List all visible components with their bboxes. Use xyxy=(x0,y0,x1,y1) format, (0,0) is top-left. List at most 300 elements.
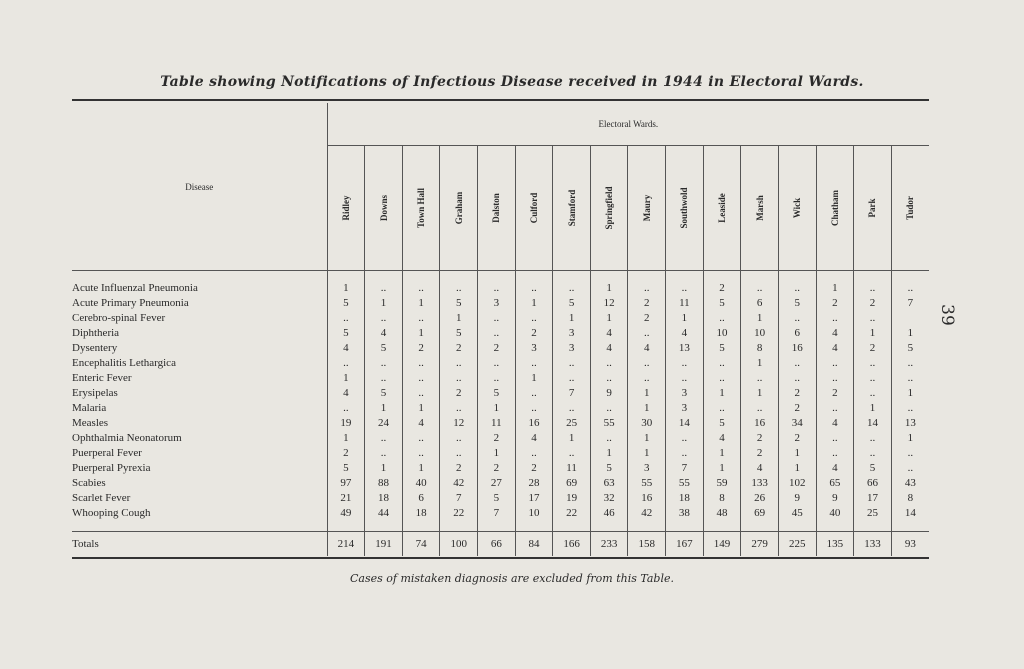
table-cell: 1 xyxy=(628,386,666,401)
table-cell: 1 xyxy=(891,386,929,401)
table-cell: .. xyxy=(891,461,929,476)
table-cell: 6 xyxy=(741,296,779,311)
table-cell: .. xyxy=(515,386,553,401)
table-cell: 1 xyxy=(741,386,779,401)
table-cell: .. xyxy=(703,371,741,386)
table-cell: .. xyxy=(816,311,854,326)
table-cell: .. xyxy=(854,446,892,461)
table-cell: 19 xyxy=(327,416,365,431)
ward-header xyxy=(402,146,440,271)
table-row xyxy=(72,491,929,506)
ward-label: Tudor xyxy=(905,196,916,220)
table-cell: 2 xyxy=(440,386,478,401)
table-cell: 3 xyxy=(666,386,704,401)
table-cell: 22 xyxy=(553,506,591,521)
table-cell: 38 xyxy=(666,506,704,521)
table-cell: 5 xyxy=(553,296,591,311)
table-cell: 45 xyxy=(778,506,816,521)
total-cell: 279 xyxy=(741,532,779,557)
table-cell: .. xyxy=(402,281,440,296)
table-cell: 65 xyxy=(816,476,854,491)
table-cell: 2 xyxy=(628,311,666,326)
table-cell: 13 xyxy=(891,416,929,431)
table-cell: 21 xyxy=(327,491,365,506)
table-cell: .. xyxy=(365,371,403,386)
table-cell: 4 xyxy=(590,326,628,341)
table-cell: .. xyxy=(778,356,816,371)
table-cell: 1 xyxy=(590,311,628,326)
table-cell: .. xyxy=(590,431,628,446)
total-cell: 135 xyxy=(816,532,854,557)
table-cell: 17 xyxy=(515,491,553,506)
disease-name: Cerebro-spinal Fever xyxy=(72,312,166,324)
table-cell: .. xyxy=(478,356,516,371)
table-cell: 1 xyxy=(402,296,440,311)
table-cell: 1 xyxy=(628,446,666,461)
table-cell: 14 xyxy=(854,416,892,431)
table-cell: 18 xyxy=(666,491,704,506)
table-cell: 1 xyxy=(478,446,516,461)
table-cell: 6 xyxy=(402,491,440,506)
table-cell: 1 xyxy=(553,311,591,326)
table-cell: 2 xyxy=(854,296,892,311)
table-cell: .. xyxy=(741,371,779,386)
table-cell: 5 xyxy=(365,341,403,356)
totals-row xyxy=(72,532,929,557)
table-cell: .. xyxy=(891,281,929,296)
table-cell: .. xyxy=(402,431,440,446)
disease-name: Puerperal Fever xyxy=(72,447,142,459)
ward-header xyxy=(440,146,478,271)
table-cell: 1 xyxy=(854,401,892,416)
total-cell: 167 xyxy=(666,532,704,557)
disease-name: Dysentery xyxy=(72,342,118,354)
table-cell: 16 xyxy=(741,416,779,431)
disease-name: Whooping Cough xyxy=(72,507,151,519)
table-cell: .. xyxy=(666,281,704,296)
table-cell: 4 xyxy=(816,461,854,476)
table-cell: .. xyxy=(402,356,440,371)
table-cell: 88 xyxy=(365,476,403,491)
table-cell: 2 xyxy=(816,386,854,401)
table-cell: 8 xyxy=(891,491,929,506)
table-cell: 1 xyxy=(778,461,816,476)
disease-name: Ophthalmia Neonatorum xyxy=(72,432,182,444)
table-cell xyxy=(891,311,929,326)
table-cell: .. xyxy=(402,311,440,326)
ward-label: Park xyxy=(867,198,878,218)
table-cell: 34 xyxy=(778,416,816,431)
table-cell: 10 xyxy=(515,506,553,521)
table-row xyxy=(72,311,929,326)
table-cell: .. xyxy=(854,311,892,326)
table-row xyxy=(72,281,929,296)
table-cell: .. xyxy=(854,386,892,401)
table-cell: 1 xyxy=(365,461,403,476)
table-cell: 5 xyxy=(327,461,365,476)
table-cell: 10 xyxy=(703,326,741,341)
ward-label: Graham xyxy=(453,191,464,225)
table-cell: 97 xyxy=(327,476,365,491)
table-cell: 2 xyxy=(854,341,892,356)
top-rule xyxy=(72,99,929,101)
table-cell: .. xyxy=(666,371,704,386)
ward-label: Maury xyxy=(641,194,652,222)
table-cell: 8 xyxy=(741,341,779,356)
table-cell: .. xyxy=(515,311,553,326)
table-cell: 27 xyxy=(478,476,516,491)
table-cell: 1 xyxy=(478,401,516,416)
table-cell: 5 xyxy=(891,341,929,356)
table-cell: .. xyxy=(440,446,478,461)
table-cell: 5 xyxy=(703,296,741,311)
ward-header xyxy=(478,146,516,271)
table-cell: 1 xyxy=(515,371,553,386)
table-cell: .. xyxy=(478,326,516,341)
table-cell: 9 xyxy=(778,491,816,506)
table-cell: 7 xyxy=(478,506,516,521)
table-cell: 1 xyxy=(515,296,553,311)
table-cell: 63 xyxy=(590,476,628,491)
table-cell: .. xyxy=(515,446,553,461)
table-cell: 46 xyxy=(590,506,628,521)
table-cell: .. xyxy=(778,281,816,296)
table-cell: 2 xyxy=(816,296,854,311)
table-cell: 1 xyxy=(741,311,779,326)
table-cell: .. xyxy=(515,356,553,371)
table-cell: 1 xyxy=(402,401,440,416)
table-row xyxy=(72,386,929,401)
table-cell: .. xyxy=(553,401,591,416)
bottom-rule xyxy=(72,557,929,559)
table-cell: 5 xyxy=(440,326,478,341)
table-cell: 1 xyxy=(778,446,816,461)
table-cell: .. xyxy=(854,281,892,296)
table-cell: 22 xyxy=(440,506,478,521)
table-title: Table showing Notifications of Infectious Disease received in 1944 in Electoral Wards. xyxy=(160,74,864,90)
table-cell: 5 xyxy=(327,296,365,311)
table-cell: .. xyxy=(365,446,403,461)
table-cell: 1 xyxy=(440,311,478,326)
ward-header xyxy=(703,146,741,271)
ward-header xyxy=(778,146,816,271)
ward-label: Dalston xyxy=(491,193,502,223)
table-cell: .. xyxy=(628,326,666,341)
ward-header xyxy=(327,146,365,271)
ward-header xyxy=(515,146,553,271)
table-cell: .. xyxy=(327,401,365,416)
table-cell: 1 xyxy=(741,356,779,371)
table-cell: .. xyxy=(741,401,779,416)
table-cell: 2 xyxy=(741,446,779,461)
ward-header xyxy=(741,146,779,271)
table-cell: 2 xyxy=(703,281,741,296)
table-cell: 32 xyxy=(590,491,628,506)
ward-label: Town Hall xyxy=(416,188,427,228)
disease-column-header: Disease xyxy=(72,103,327,271)
ward-label: Marsh xyxy=(754,195,765,221)
disease-name: Scabies xyxy=(72,477,106,489)
ward-label: Southwold xyxy=(679,187,690,229)
table-row xyxy=(72,416,929,431)
table-cell: 1 xyxy=(590,281,628,296)
table-cell: 4 xyxy=(327,341,365,356)
table-cell: .. xyxy=(515,401,553,416)
table-cell: 1 xyxy=(666,311,704,326)
table-cell: 2 xyxy=(478,431,516,446)
table-cell: .. xyxy=(402,386,440,401)
table-cell: .. xyxy=(440,356,478,371)
table-cell: 17 xyxy=(854,491,892,506)
ward-header xyxy=(628,146,666,271)
table-cell: .. xyxy=(515,281,553,296)
table-cell: 4 xyxy=(703,431,741,446)
table-cell: 16 xyxy=(778,341,816,356)
table-cell: 59 xyxy=(703,476,741,491)
table-cell: 2 xyxy=(778,401,816,416)
total-cell: 149 xyxy=(703,532,741,557)
table-cell: 1 xyxy=(628,431,666,446)
table-cell: 4 xyxy=(741,461,779,476)
table-cell: .. xyxy=(365,281,403,296)
table-cell: 1 xyxy=(628,401,666,416)
electoral-wards-header: Electoral Wards. xyxy=(327,103,929,146)
disease-name: Enteric Fever xyxy=(72,372,132,384)
table-cell: 4 xyxy=(816,341,854,356)
disease-name: Acute Influenzal Pneumonia xyxy=(72,282,198,294)
table-cell: 2 xyxy=(327,446,365,461)
table-cell: 30 xyxy=(628,416,666,431)
table-cell: .. xyxy=(891,371,929,386)
ward-label: Culford xyxy=(528,192,539,224)
table-cell: 14 xyxy=(666,416,704,431)
table-cell: .. xyxy=(365,356,403,371)
table-cell: 55 xyxy=(628,476,666,491)
table-cell: 133 xyxy=(741,476,779,491)
total-cell: 166 xyxy=(553,532,591,557)
table-cell: .. xyxy=(402,446,440,461)
disease-name: Acute Primary Pneumonia xyxy=(72,297,189,309)
ward-label: Downs xyxy=(378,194,389,222)
table-cell: .. xyxy=(402,371,440,386)
table-cell: .. xyxy=(478,311,516,326)
table-cell: 55 xyxy=(590,416,628,431)
table-cell: 16 xyxy=(515,416,553,431)
total-cell: 100 xyxy=(440,532,478,557)
ward-label: Stamford xyxy=(566,189,577,227)
table-cell: 8 xyxy=(703,491,741,506)
table-cell: 5 xyxy=(327,326,365,341)
table-cell: 2 xyxy=(515,461,553,476)
table-cell: 102 xyxy=(778,476,816,491)
table-cell: .. xyxy=(440,401,478,416)
table-row xyxy=(72,296,929,311)
table-cell: .. xyxy=(703,356,741,371)
table-cell: 44 xyxy=(365,506,403,521)
table-cell: .. xyxy=(891,356,929,371)
table-cell: .. xyxy=(741,281,779,296)
table-cell: .. xyxy=(553,356,591,371)
table-cell: 1 xyxy=(703,386,741,401)
ward-header xyxy=(816,146,854,271)
table-cell: 9 xyxy=(590,386,628,401)
table-row xyxy=(72,401,929,416)
total-cell: 93 xyxy=(891,532,929,557)
table-cell: 18 xyxy=(365,491,403,506)
table-cell: .. xyxy=(553,371,591,386)
total-cell: 233 xyxy=(590,532,628,557)
disease-name: Measles xyxy=(72,417,109,429)
table-cell: 1 xyxy=(365,401,403,416)
ward-label: Chatham xyxy=(829,189,840,227)
disease-name: Erysipelas xyxy=(72,387,118,399)
total-cell: 74 xyxy=(402,532,440,557)
table-cell: .. xyxy=(478,281,516,296)
table-cell: 2 xyxy=(440,461,478,476)
table-cell: .. xyxy=(628,356,666,371)
table-cell: .. xyxy=(553,281,591,296)
disease-name: Encephalitis Lethargica xyxy=(72,357,176,369)
table-cell: 2 xyxy=(478,341,516,356)
table-cell: .. xyxy=(854,431,892,446)
table-cell: 1 xyxy=(402,461,440,476)
table-cell: 3 xyxy=(628,461,666,476)
table-cell: 1 xyxy=(891,431,929,446)
table-row xyxy=(72,341,929,356)
table-cell: 69 xyxy=(553,476,591,491)
table-cell: .. xyxy=(666,446,704,461)
table-cell: .. xyxy=(854,356,892,371)
table-cell: 1 xyxy=(703,446,741,461)
table-cell: .. xyxy=(816,431,854,446)
table-cell: .. xyxy=(327,356,365,371)
table-cell: 12 xyxy=(440,416,478,431)
table-cell: .. xyxy=(703,401,741,416)
table-cell: .. xyxy=(440,431,478,446)
table-row xyxy=(72,356,929,371)
table-cell: .. xyxy=(666,356,704,371)
page-number: 39 xyxy=(936,304,957,326)
table-cell: 7 xyxy=(440,491,478,506)
table-cell: 1 xyxy=(590,446,628,461)
table-cell: .. xyxy=(816,401,854,416)
table-cell: 5 xyxy=(703,416,741,431)
total-cell: 84 xyxy=(515,532,553,557)
table-cell: 25 xyxy=(553,416,591,431)
table-cell: 11 xyxy=(478,416,516,431)
table-cell: 4 xyxy=(515,431,553,446)
table-cell: 55 xyxy=(666,476,704,491)
table-cell: 4 xyxy=(327,386,365,401)
table-cell: 5 xyxy=(778,296,816,311)
table-cell: 1 xyxy=(703,461,741,476)
table-row xyxy=(72,371,929,386)
table-cell: 1 xyxy=(402,326,440,341)
table-cell: 1 xyxy=(553,431,591,446)
table-cell: 2 xyxy=(741,431,779,446)
table-cell: 40 xyxy=(816,506,854,521)
table-cell: 49 xyxy=(327,506,365,521)
ward-header xyxy=(666,146,704,271)
total-cell: 133 xyxy=(854,532,892,557)
table-cell: .. xyxy=(666,431,704,446)
table-cell: .. xyxy=(590,356,628,371)
table-cell: 4 xyxy=(590,341,628,356)
table-cell: 7 xyxy=(891,296,929,311)
total-cell: 158 xyxy=(628,532,666,557)
table-cell: 11 xyxy=(553,461,591,476)
table-cell: .. xyxy=(891,446,929,461)
ward-header xyxy=(891,146,929,271)
table-row xyxy=(72,461,929,476)
table-cell: 5 xyxy=(478,386,516,401)
ward-label: Leaside xyxy=(717,193,727,223)
footnote: Cases of mistaken diagnosis are excluded from this Table. xyxy=(349,572,674,585)
table-cell: .. xyxy=(365,311,403,326)
table-cell: 2 xyxy=(402,341,440,356)
table-cell: 26 xyxy=(741,491,779,506)
table-cell: 4 xyxy=(402,416,440,431)
table-cell: 4 xyxy=(816,416,854,431)
table-cell: .. xyxy=(590,371,628,386)
ward-header xyxy=(365,146,403,271)
table-cell: 5 xyxy=(854,461,892,476)
table-cell: 1 xyxy=(327,371,365,386)
table-cell: 2 xyxy=(778,386,816,401)
table-row xyxy=(72,446,929,461)
table-cell: .. xyxy=(590,401,628,416)
table-cell: 3 xyxy=(553,326,591,341)
table-cell: 69 xyxy=(741,506,779,521)
table-cell: .. xyxy=(628,281,666,296)
table-cell: 9 xyxy=(816,491,854,506)
table-cell: .. xyxy=(703,311,741,326)
table-cell: 4 xyxy=(816,326,854,341)
table-cell: 1 xyxy=(816,281,854,296)
ward-label: Wick xyxy=(792,197,803,219)
table-cell: 3 xyxy=(553,341,591,356)
table-cell: 10 xyxy=(741,326,779,341)
ward-header xyxy=(590,146,628,271)
table-row xyxy=(72,506,929,521)
table-cell: 5 xyxy=(590,461,628,476)
table-cell: .. xyxy=(628,371,666,386)
disease-name: Puerperal Pyrexia xyxy=(72,462,151,474)
table-cell: 4 xyxy=(628,341,666,356)
table-cell: 3 xyxy=(515,341,553,356)
table-cell: 24 xyxy=(365,416,403,431)
table-cell: .. xyxy=(440,371,478,386)
disease-name: Diphtheria xyxy=(72,327,120,339)
table-cell: 1 xyxy=(327,431,365,446)
totals-label: Totals xyxy=(72,538,99,550)
table-cell: 5 xyxy=(440,296,478,311)
notifications-table xyxy=(72,103,929,556)
table-cell: 40 xyxy=(402,476,440,491)
table-cell: 28 xyxy=(515,476,553,491)
table-cell: 11 xyxy=(666,296,704,311)
disease-name: Scarlet Fever xyxy=(72,492,131,504)
table-cell: .. xyxy=(816,446,854,461)
table-cell: .. xyxy=(440,281,478,296)
table-cell: .. xyxy=(778,311,816,326)
table-cell: 4 xyxy=(666,326,704,341)
table-cell: 7 xyxy=(666,461,704,476)
disease-name: Malaria xyxy=(72,402,107,414)
table-cell: 48 xyxy=(703,506,741,521)
table-cell: .. xyxy=(553,446,591,461)
total-cell: 66 xyxy=(478,532,516,557)
